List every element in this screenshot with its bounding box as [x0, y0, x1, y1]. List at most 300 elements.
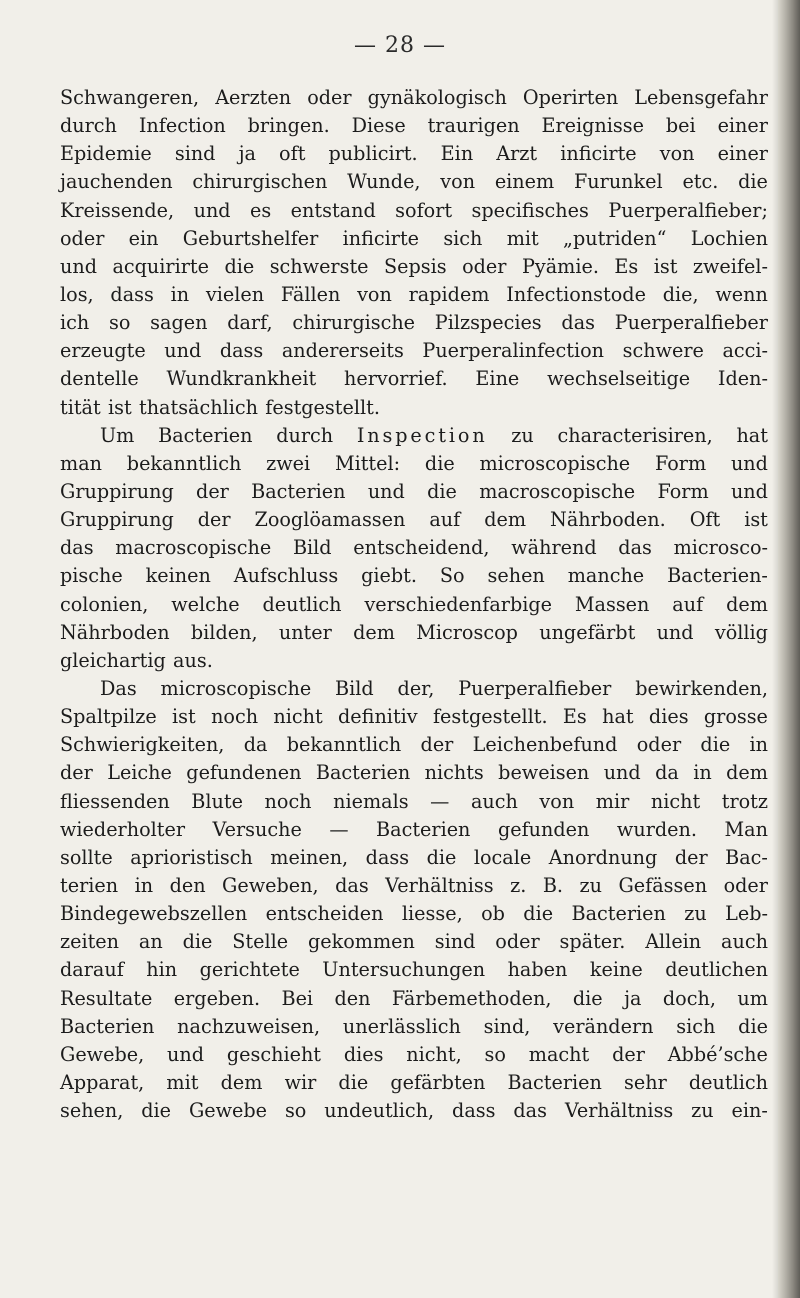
text-line — [60, 703, 768, 731]
word: von — [659, 142, 695, 166]
word: und — [656, 620, 694, 644]
word: Färbemethoden, — [391, 986, 552, 1010]
word: acci- — [722, 339, 768, 363]
word: dem — [726, 592, 768, 616]
word: deutlich — [688, 1070, 768, 1094]
word: haben — [507, 958, 568, 982]
word: Lochien — [690, 226, 768, 250]
word: So — [439, 564, 465, 588]
word: die — [523, 902, 554, 926]
word: giebt. — [361, 564, 417, 588]
word: die — [572, 986, 603, 1010]
word: inficirte — [560, 142, 637, 166]
word: die — [224, 254, 255, 278]
word: von — [357, 282, 392, 306]
word: meinen, — [270, 845, 349, 869]
page-number: — 28 — — [354, 33, 446, 58]
word: völlig — [714, 620, 768, 644]
text-line — [60, 478, 768, 506]
word: gefundenen — [186, 761, 302, 785]
word: oder — [60, 226, 105, 250]
word: auf — [429, 508, 461, 532]
word: Lebensgefahr — [634, 86, 768, 109]
word: die — [700, 733, 731, 757]
word: z. — [510, 873, 527, 897]
word: Ereignisse — [541, 114, 644, 138]
word: Furunkel — [573, 170, 663, 194]
word: zu — [684, 902, 707, 926]
word: Schwierigkeiten, — [60, 733, 225, 757]
text-line — [60, 619, 768, 647]
text-line — [60, 197, 768, 225]
word: Puerperalfieber; — [608, 198, 768, 222]
word: dies — [648, 705, 689, 729]
word: zeiten — [60, 930, 120, 954]
word: niemals — [333, 789, 409, 813]
word: einer — [717, 114, 768, 138]
word: festgestellt. — [432, 705, 548, 729]
word: microscopische — [479, 451, 631, 475]
text-line — [60, 534, 768, 562]
word: Zooglöamassen — [254, 508, 406, 532]
word: Bacterien — [507, 1070, 602, 1094]
word: mir — [595, 789, 630, 813]
word: Sepsis — [384, 254, 447, 278]
text-line — [60, 928, 768, 956]
word: Arzt — [496, 142, 538, 166]
word: das — [60, 536, 94, 560]
word: Gewebe, — [60, 1042, 145, 1066]
text-line — [60, 816, 768, 844]
text-line — [60, 112, 768, 140]
word: und — [164, 339, 202, 363]
word: ist — [108, 395, 132, 419]
word: ungefärbt — [539, 620, 636, 644]
word: die — [427, 479, 457, 503]
word: gefärbten — [390, 1070, 486, 1094]
word: Gruppirung — [60, 508, 174, 532]
word: bekanntlich — [286, 733, 402, 757]
word: der — [674, 845, 708, 869]
text-line — [60, 281, 768, 309]
word: durch — [60, 114, 117, 138]
word: das — [513, 1099, 547, 1123]
word: die, — [662, 282, 699, 306]
word: grosse — [703, 705, 768, 729]
word: mit — [506, 226, 539, 250]
word: nicht, — [406, 1042, 462, 1066]
text-line — [60, 1041, 768, 1069]
word: characterisiren, — [557, 423, 713, 447]
word: ob — [481, 902, 505, 926]
word: oder — [636, 733, 682, 757]
word: pische — [60, 564, 123, 588]
word: auf — [672, 592, 704, 616]
word: welche — [171, 592, 240, 616]
word: in — [693, 761, 712, 785]
adjacent-page-edge — [778, 0, 800, 1298]
word: erzeugte — [60, 339, 146, 363]
word: den — [334, 986, 371, 1010]
word: aprioristisch — [130, 845, 253, 869]
text-line — [60, 1069, 768, 1097]
word: dies — [343, 1042, 384, 1066]
word: — — [430, 789, 450, 813]
word: noch — [264, 789, 312, 813]
word: dem — [353, 620, 395, 644]
word: tität — [60, 395, 101, 419]
word: nicht — [273, 705, 323, 729]
word: Bild — [335, 676, 374, 700]
word: verschiedenfarbige — [364, 592, 553, 616]
word: da — [655, 761, 679, 785]
word: Bindegewebszellen — [60, 902, 248, 926]
word: sehen, — [60, 1099, 124, 1123]
word: wiederholter — [60, 817, 186, 841]
word: und — [730, 451, 768, 475]
word: dass — [365, 845, 410, 869]
word: entscheidend, — [353, 536, 490, 560]
word: definitiv — [338, 705, 418, 729]
word: Leb- — [725, 902, 768, 926]
text-line — [60, 394, 768, 422]
word: zu — [579, 873, 602, 897]
word: Gefässen — [618, 873, 708, 897]
word: dass — [110, 282, 154, 306]
word: Gewebe — [188, 1099, 268, 1123]
word: schwerste — [269, 254, 369, 278]
word: aus. — [173, 648, 213, 672]
word: und — [730, 479, 768, 503]
word: bilden, — [190, 620, 258, 644]
word: Microscop — [416, 620, 518, 644]
word: wenn — [715, 282, 768, 306]
word: entscheiden — [265, 902, 384, 926]
text-line — [60, 225, 768, 253]
word: keine — [589, 958, 643, 982]
word: die — [738, 170, 768, 194]
word: das — [335, 873, 369, 897]
text-line — [60, 675, 768, 703]
word: und — [167, 1042, 205, 1066]
word: Epidemie — [60, 142, 152, 166]
word: ich — [60, 311, 90, 335]
word: da — [243, 733, 268, 757]
word: Das — [100, 676, 137, 700]
word: Allein — [645, 930, 702, 954]
word: der, — [397, 676, 435, 700]
word: gefunden — [497, 817, 590, 841]
word: der — [612, 1042, 645, 1066]
text-line — [60, 844, 768, 872]
word: Nährboden — [60, 620, 170, 644]
word: Kreissende, — [60, 198, 175, 222]
text-line — [60, 253, 768, 281]
word: undeutlich, — [324, 1099, 435, 1123]
word: gynäkologisch — [367, 86, 507, 109]
word: oder — [495, 930, 540, 954]
word: deutlichen — [665, 958, 768, 982]
word: liesse, — [401, 902, 463, 926]
word: beweisen — [498, 761, 590, 785]
text-line — [60, 562, 768, 590]
word: geschieht — [226, 1042, 322, 1066]
word: sind — [174, 142, 216, 166]
word: ergeben. — [173, 986, 261, 1010]
word: so — [484, 1042, 506, 1066]
word: dem — [726, 761, 768, 785]
word: und — [193, 198, 231, 222]
word: sofort — [395, 198, 453, 222]
word: ist — [744, 508, 768, 532]
word: Puerperalinfection — [422, 339, 605, 363]
word: Leichenbefund — [472, 733, 618, 757]
word: es — [250, 198, 272, 222]
text-line — [60, 956, 768, 984]
word: verändern — [553, 1014, 654, 1038]
word: Abbé’sche — [667, 1042, 768, 1066]
word: wurden. — [616, 817, 697, 841]
word: oder — [462, 254, 507, 278]
word: Wundkrankheit — [166, 367, 317, 391]
word: Puerperalfieber — [458, 676, 612, 700]
word: traurigen — [427, 114, 520, 138]
word: Bacterien — [60, 1014, 155, 1038]
word: später. — [559, 930, 626, 954]
text-line — [60, 337, 768, 365]
word: den — [169, 873, 206, 897]
word: nicht — [650, 789, 701, 813]
word: bekanntlich — [126, 451, 242, 475]
word: Gruppirung — [60, 479, 174, 503]
word: während — [511, 536, 597, 560]
word: dem — [220, 1070, 263, 1094]
word: Eine — [475, 367, 520, 391]
word: Geburtshelfer — [182, 226, 319, 250]
word: ja — [238, 142, 256, 166]
text-line — [60, 309, 768, 337]
word: — — [329, 817, 349, 841]
word: Bac- — [725, 845, 768, 869]
word: microsco- — [673, 536, 768, 560]
word: oder — [723, 873, 768, 897]
word: sind, — [483, 1014, 531, 1038]
word: Verhältniss — [385, 873, 494, 897]
word: sehr — [624, 1070, 667, 1094]
word: Stelle — [232, 930, 289, 954]
word: macht — [528, 1042, 590, 1066]
text-line — [60, 759, 768, 787]
word: macroscopische — [115, 536, 272, 560]
word: hervorrief. — [344, 367, 448, 391]
word: so — [284, 1099, 307, 1123]
word: acquirirte — [112, 254, 209, 278]
word: nichts — [424, 761, 484, 785]
text-line — [60, 647, 768, 675]
word: wir — [284, 1070, 317, 1094]
word: Iden- — [717, 367, 768, 391]
word: von — [440, 170, 476, 194]
word: Es — [614, 254, 639, 278]
word: inficirte — [342, 226, 420, 250]
word: zweifel- — [692, 254, 768, 278]
word: der — [197, 508, 231, 532]
word: Bacterien — [315, 761, 411, 785]
word: Aufschluss — [233, 564, 339, 588]
word: Bacterien — [571, 902, 666, 926]
word: chirurgische — [292, 311, 416, 335]
word: oft — [279, 142, 306, 166]
text-line — [60, 84, 768, 112]
text-line — [60, 140, 768, 168]
word: durch — [276, 423, 334, 447]
word: und — [367, 479, 405, 503]
word: oder — [307, 86, 352, 109]
text-line — [60, 422, 768, 450]
word: dentelle — [60, 367, 139, 391]
word: publicirt. — [328, 142, 418, 166]
word: Nährboden. — [550, 508, 666, 532]
text-line — [60, 591, 768, 619]
word: die — [426, 845, 457, 869]
word: ein- — [731, 1099, 768, 1123]
word: die — [338, 1070, 369, 1094]
word: die — [424, 451, 455, 475]
word: Operirten — [522, 86, 619, 109]
word: dass — [452, 1099, 496, 1123]
word: Wunde, — [347, 170, 421, 194]
word: Bacterien- — [667, 564, 768, 588]
word: hin — [146, 958, 178, 982]
word: von — [539, 789, 575, 813]
word: sagen — [150, 311, 208, 335]
word: Diese — [351, 114, 406, 138]
word: Schwangeren, — [60, 86, 200, 109]
word: bewirkenden, — [635, 676, 768, 700]
word: sich — [443, 226, 483, 250]
word: rapidem — [408, 282, 490, 306]
word: colonien, — [60, 592, 149, 616]
word: Verhältniss — [564, 1099, 674, 1123]
word: sind — [434, 930, 476, 954]
word: Fällen — [280, 282, 341, 306]
word: Es — [562, 705, 587, 729]
word: dem — [484, 508, 527, 532]
word: Form — [654, 451, 707, 475]
word: nachzuweisen, — [177, 1014, 321, 1038]
word: zwei — [266, 451, 311, 475]
word: Bei — [281, 986, 314, 1010]
word: gekommen — [307, 930, 415, 954]
word: unerlässlich — [342, 1014, 461, 1038]
word: zu — [691, 1099, 714, 1123]
word: bei — [665, 114, 696, 138]
text-line — [60, 450, 768, 478]
word: etc. — [682, 170, 719, 194]
word: Inspection — [356, 423, 488, 447]
word: Aerzten — [215, 86, 292, 109]
word: in — [749, 733, 768, 757]
word: Versuche — [212, 817, 302, 841]
text-line — [60, 900, 768, 928]
word: zu — [511, 423, 534, 447]
word: vielen — [205, 282, 265, 306]
word: Form — [657, 479, 709, 503]
text-line — [60, 168, 768, 196]
text-line — [60, 365, 768, 393]
text-line — [60, 788, 768, 816]
word: Mittel: — [334, 451, 401, 475]
word: ist — [653, 254, 678, 278]
word: sehen — [487, 564, 545, 588]
word: Leiche — [107, 761, 172, 785]
word: Oft — [689, 508, 721, 532]
word: einer — [717, 142, 768, 166]
word: Bacterien — [251, 479, 346, 503]
word: Ein — [440, 142, 474, 166]
word: trotz — [721, 789, 768, 813]
word: ein — [128, 226, 159, 250]
word: Blute — [191, 789, 243, 813]
word: „putriden“ — [563, 226, 667, 250]
word: doch, — [662, 986, 716, 1010]
word: Massen — [574, 592, 650, 616]
word: hat — [736, 423, 768, 447]
text-line — [60, 985, 768, 1013]
word: die — [182, 930, 213, 954]
word: ist — [172, 705, 196, 729]
word: der — [420, 733, 454, 757]
word: los, — [60, 282, 94, 306]
word: fliessenden — [60, 789, 170, 813]
word: dass — [219, 339, 264, 363]
text-line — [60, 872, 768, 900]
body-text — [60, 84, 768, 1125]
word: macroscopische — [479, 479, 636, 503]
word: die — [738, 1014, 768, 1038]
word: Apparat, — [60, 1070, 145, 1094]
word: und — [603, 761, 641, 785]
word: gleichartig — [60, 648, 166, 672]
word: Pyämie. — [521, 254, 599, 278]
word: deutlich — [262, 592, 342, 616]
word: ja — [624, 986, 642, 1010]
word: chirurgischen — [192, 170, 328, 194]
word: der — [60, 761, 93, 785]
word: entstand — [290, 198, 376, 222]
word: Untersuchungen — [322, 958, 486, 982]
word: an — [138, 930, 163, 954]
word: Resultate — [60, 986, 153, 1010]
word: terien — [60, 873, 119, 897]
word: Man — [724, 817, 768, 841]
word: andererseits — [281, 339, 404, 363]
word: microscopische — [160, 676, 312, 700]
word: in — [170, 282, 190, 306]
word: mit — [166, 1070, 199, 1094]
word: Spaltpilze — [60, 705, 157, 729]
word: unter — [278, 620, 332, 644]
word: manche — [567, 564, 645, 588]
word: in — [134, 873, 154, 897]
word: einem — [494, 170, 555, 194]
word: thatsächlich — [138, 395, 258, 419]
word: specifisches — [471, 198, 589, 222]
word: noch — [211, 705, 259, 729]
word: das — [618, 536, 652, 560]
word: man — [60, 451, 102, 475]
word: Bild — [292, 536, 332, 560]
